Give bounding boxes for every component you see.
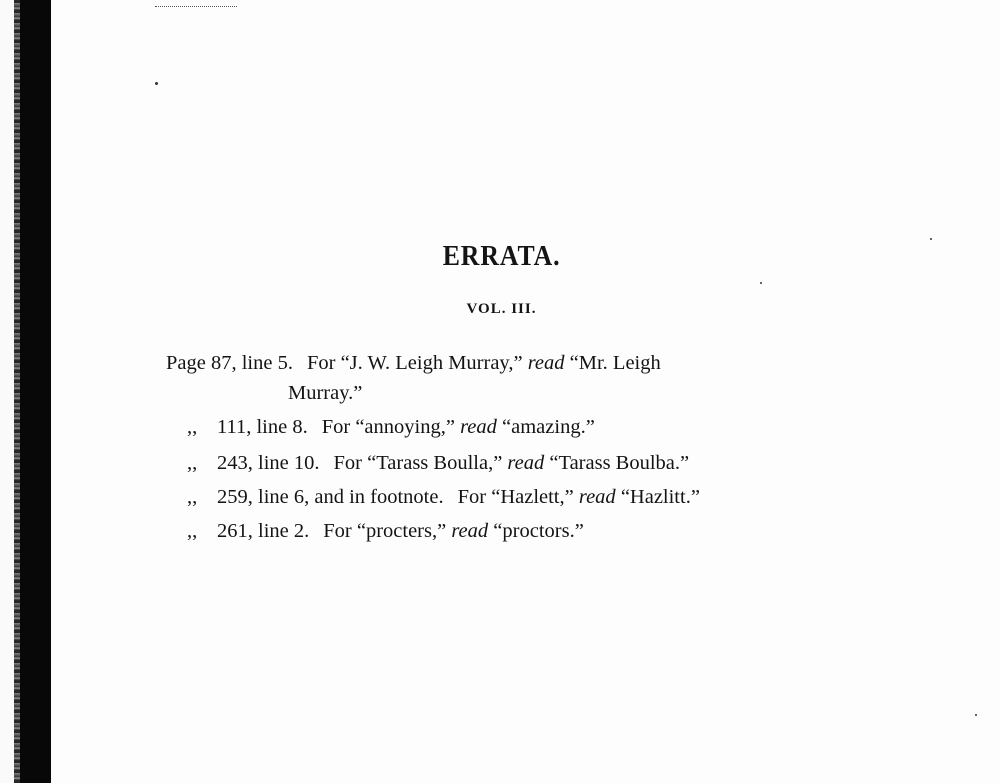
- wrong-text: “annoying,”: [355, 416, 455, 438]
- for-label: For: [306, 352, 336, 374]
- erratum-line: [166, 353, 661, 374]
- page-reference: 259, line 6, and in footnote.: [217, 486, 444, 508]
- wrong-text: “Tarass Boulla,”: [367, 452, 503, 474]
- correct-text: “Mr. Leigh: [569, 352, 661, 374]
- page-reference: 261, line 2.: [217, 520, 310, 542]
- page-spine: [0, 0, 52, 783]
- erratum-continuation: [288, 383, 362, 404]
- for-label: For: [457, 486, 487, 508]
- scan-mark: [155, 6, 237, 9]
- read-label: read: [460, 416, 497, 438]
- correct-text: “proctors.”: [493, 520, 584, 542]
- read-label: read: [578, 486, 616, 508]
- correct-text: “Hazlitt.”: [620, 486, 700, 508]
- page-reference: 243, line 10.: [217, 452, 320, 474]
- erratum-line: [187, 417, 595, 438]
- wrong-text: “J. W. Leigh Murray,”: [340, 352, 523, 374]
- for-label: For: [333, 452, 362, 474]
- ditto-mark: ,,: [187, 452, 198, 474]
- erratum-line: [187, 487, 700, 508]
- spine-shadow: [20, 0, 51, 783]
- speck: [930, 238, 932, 240]
- speck: [155, 82, 158, 85]
- correct-text: “Tarass Boulba.”: [549, 452, 690, 474]
- volume-heading: VOL. III.: [466, 301, 537, 317]
- page-reference: Page 87, line 5.: [166, 352, 293, 374]
- speck: [975, 714, 977, 716]
- ditto-mark: ,,: [187, 486, 198, 508]
- erratum-line: [187, 453, 689, 474]
- erratum-line: [187, 521, 584, 542]
- ditto-mark: ,,: [187, 520, 198, 542]
- correct-text: “amazing.”: [502, 416, 595, 438]
- correct-text-continued: Murray.”: [288, 382, 363, 404]
- read-label: read: [451, 520, 489, 542]
- ditto-mark: ,,: [187, 416, 198, 438]
- page-reference: 111, line 8.: [217, 416, 308, 438]
- read-label: read: [527, 352, 565, 374]
- speck: [760, 282, 762, 284]
- wrong-text: “procters,”: [356, 520, 447, 542]
- read-label: read: [507, 452, 545, 474]
- wrong-text: “Hazlett,”: [491, 486, 574, 508]
- for-label: For: [321, 416, 351, 438]
- for-label: For: [323, 520, 352, 542]
- page-title: ERRATA.: [442, 241, 561, 272]
